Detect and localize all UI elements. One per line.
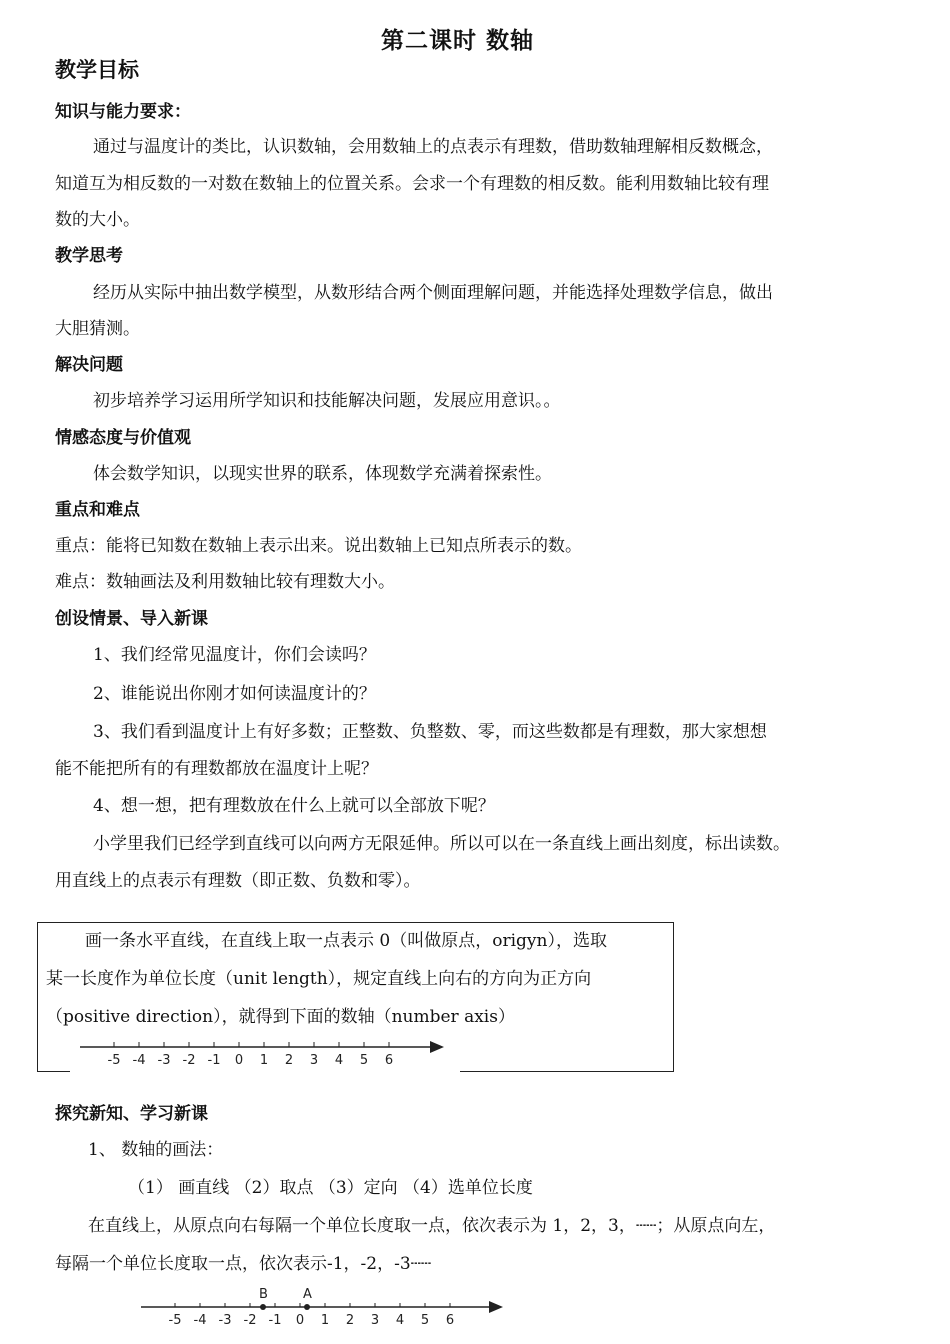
- axis-tick-label: 4: [395, 1313, 405, 1328]
- knowledge-line-2: 知道互为相反数的一对数在数轴上的位置关系。会求一个有理数的相反数。能利用数轴比较有理: [55, 174, 769, 194]
- axis-tick-label: 5: [359, 1053, 369, 1068]
- explore-steps: （1） 画直线 （2）取点 （3）定向 （4）选单位长度: [128, 1178, 533, 1198]
- explore-item-1: 1、 数轴的画法：: [88, 1140, 224, 1160]
- axis-tick-label: -4: [193, 1313, 207, 1328]
- axis-tick-label: -5: [168, 1313, 182, 1328]
- axis-tick-label: -3: [157, 1053, 171, 1068]
- axis-tick-label: 3: [370, 1313, 380, 1328]
- key-line-2: 难点：数轴画法及利用数轴比较有理数大小。: [55, 572, 395, 592]
- heading-intro: 创设情景、导入新课: [55, 609, 208, 629]
- axis-tick-label: 6: [384, 1053, 394, 1068]
- intro-item-3b: 能不能把所有的有理数都放在温度计上呢？: [55, 759, 378, 779]
- heading-explore: 探究新知、学习新课: [55, 1104, 208, 1124]
- key-line-1: 重点：能将已知数在数轴上表示出来。说出数轴上已知点所表示的数。: [55, 536, 582, 556]
- point-b-dot: [260, 1304, 266, 1310]
- axis-tick-label: 0: [234, 1053, 244, 1068]
- heading-attitude: 情感态度与价值观: [55, 428, 191, 448]
- axis-tick-label: -3: [218, 1313, 232, 1328]
- box-line-2: 某一长度作为单位长度（unit length），规定直线上向右的方向为正方向: [46, 969, 592, 989]
- heading-objectives: 教学目标: [55, 57, 139, 82]
- point-a-label: A: [303, 1287, 312, 1302]
- axis-tick-label: 6: [445, 1313, 455, 1328]
- axis-tick-label: -4: [132, 1053, 146, 1068]
- axis-tick-label: 5: [420, 1313, 430, 1328]
- attitude-line-1: 体会数学知识，以现实世界的联系，体现数学充满着探索性。: [93, 464, 552, 484]
- axis-tick-label: -2: [243, 1313, 257, 1328]
- intro-item-1: 1、我们经常见温度计，你们会读吗？: [93, 645, 376, 665]
- axis-tick-label: 0: [295, 1313, 305, 1328]
- axis-tick-label: -5: [107, 1053, 121, 1068]
- heading-knowledge: 知识与能力要求：: [55, 102, 191, 122]
- knowledge-line-3: 数的大小。: [55, 210, 140, 230]
- intro-para-5a: 小学里我们已经学到直线可以向两方无限延伸。所以可以在一条直线上画出刻度，标出读数。: [93, 834, 790, 854]
- axis-tick-label: 3: [309, 1053, 319, 1068]
- heading-solve: 解决问题: [55, 355, 123, 375]
- thinking-line-1: 经历从实际中抽出数学模型，从数形结合两个侧面理解问题，并能选择处理数学信息，做出: [93, 283, 773, 303]
- axis-arrow: [489, 1301, 503, 1313]
- intro-item-2: 2、谁能说出你刚才如何读温度计的？: [93, 684, 376, 704]
- box-line-3: （positive direction），就得到下面的数轴（number axis）: [46, 1007, 515, 1027]
- knowledge-line-1: 通过与温度计的类比，认识数轴，会用数轴上的点表示有理数，借助数轴理解相反数概念，: [93, 137, 773, 157]
- axis-tick-label: 1: [320, 1313, 330, 1328]
- box-line-1: 画一条水平直线，在直线上取一点表示 0（叫做原点，origyn），选取: [85, 931, 607, 951]
- intro-item-4: 4、想一想，把有理数放在什么上就可以全部放下呢？: [93, 796, 495, 816]
- solve-line-1: 初步培养学习运用所学知识和技能解决问题，发展应用意识。。: [93, 391, 561, 411]
- number-axis-diagram: [70, 1036, 460, 1076]
- axis-tick-label: 2: [284, 1053, 294, 1068]
- heading-key: 重点和难点: [55, 500, 140, 520]
- axis-arrow: [430, 1041, 444, 1053]
- axis-tick-label: 2: [345, 1313, 355, 1328]
- axis-tick-label: -1: [207, 1053, 221, 1068]
- intro-item-3a: 3、我们看到温度计上有好多数；正整数、负整数、零，而这些数都是有理数，那大家想想: [93, 722, 767, 742]
- explore-para-1: 在直线上，从原点向右每隔一个单位长度取一点，依次表示为 1，2，3，┄┄；从原点向左，: [88, 1216, 776, 1236]
- thinking-line-2: 大胆猜测。: [55, 319, 140, 339]
- point-a-dot: [304, 1304, 310, 1310]
- axis-tick-label: -2: [182, 1053, 196, 1068]
- number-axis-points-diagram: [135, 1282, 515, 1344]
- axis-tick-label: 1: [259, 1053, 269, 1068]
- page-title: 第二课时 数轴: [380, 27, 534, 54]
- axis-tick-label: -1: [268, 1313, 282, 1328]
- point-b-label: B: [259, 1287, 268, 1302]
- explore-para-2: 每隔一个单位长度取一点，依次表示-1，-2，-3┄┄: [55, 1254, 432, 1274]
- heading-thinking: 教学思考: [55, 246, 123, 266]
- intro-para-5b: 用直线上的点表示有理数（即正数、负数和零）。: [55, 871, 421, 891]
- axis-tick-label: 4: [334, 1053, 344, 1068]
